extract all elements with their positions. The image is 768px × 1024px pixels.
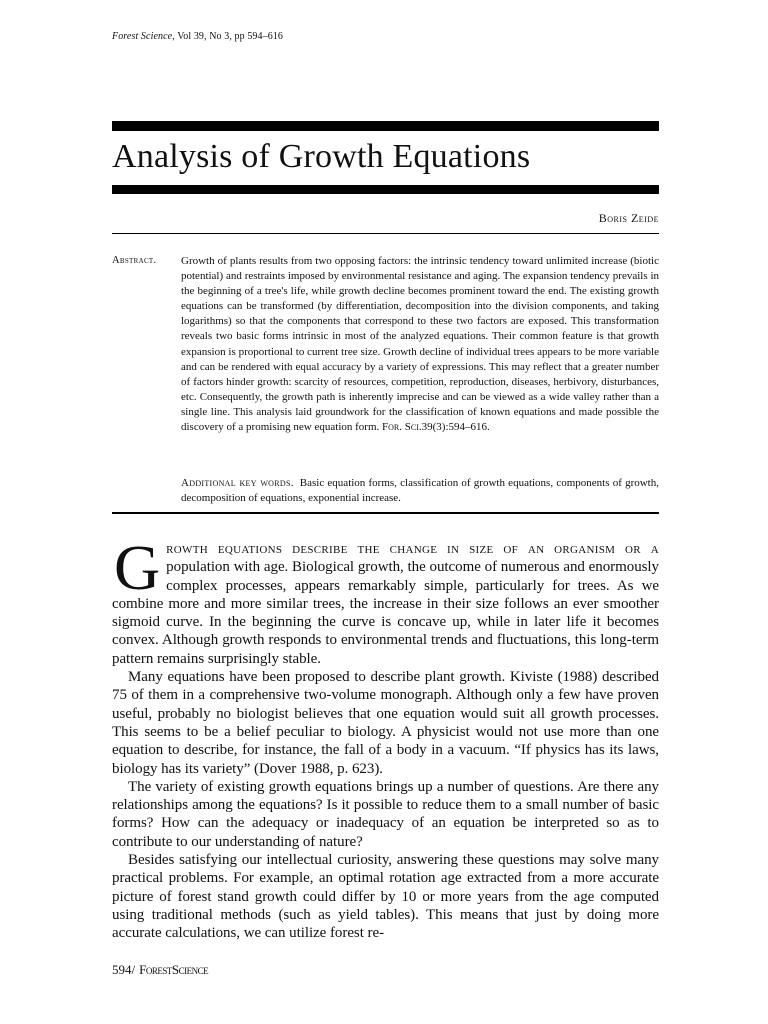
body-paragraph-2: Many equations have been proposed to describe plant growth. Kiviste (1988) described 75 of them in a comprehensive two-volume monograph. Although only a few have proven useful, probably no biologist believes that one equation would suit all growth processes. This seems to be a belief peculiar to biology. A physicist would not use more than one equation to describe, for instance, the fall of a body in a vacuum. “If physics has its laws, biology has its variety” (Dover 1988, p. 623).	[112, 669, 659, 777]
keywords-text: Basic equation forms, classification of growth equations, components of growth, decomposition of equations, exponential increase.	[181, 477, 659, 505]
paragraph-1-rest: population with age. Biological growth, the outcome of numerous and enormously complex processes, appears remarkably simple, particularly for trees. As we combine more and more similar trees, the increase in their size follows an ever smoother sigmoid curve. In the beginning the curve is concave up, while in later life it becomes convex. Although growth responds to environmental trends and fluctuations, this long-term pattern remains surprisingly stable.	[112, 559, 659, 667]
volume-issue-pages: Vol 39, No 3, pp 594–616	[177, 31, 284, 42]
keywords-label: Additional key words.	[181, 477, 294, 489]
page-footer	[112, 962, 208, 978]
body-text	[112, 532, 659, 943]
page-number: 594/	[112, 962, 136, 977]
journal-logo: ForestScience	[139, 962, 209, 977]
citation-volume: 39(3):594–616.	[421, 421, 490, 434]
title-bottom-rule	[112, 185, 659, 194]
body-paragraph-1	[112, 532, 659, 668]
abstract-bottom-rule	[112, 512, 659, 514]
abstract-citation	[382, 421, 490, 433]
drop-cap: G	[114, 532, 161, 603]
body-paragraph-3: The variety of existing growth equations brings up a number of questions. Are there any relationships among the equations? Is it possible to reduce them to a small number of basic forms? How can the adequacy or inadequacy of an equation be interpreted so as to contribute to our understanding of nature?	[112, 778, 659, 850]
author-name: Boris Zeide	[598, 211, 659, 225]
journal-citation-header	[112, 31, 283, 42]
article-title: Analysis of Growth Equations	[112, 138, 531, 175]
body-paragraph-4: Besides satisfying our intellectual curiosity, answering these questions may solve many practical problems. For example, an optimal rotation age extracted from a more accurate picture of forest stand growth could differ by 10 or more years from the age computed using traditional methods (such as yield tables). This means that just by doing more accurate calculations, we can utilize forest re-	[112, 852, 659, 942]
abstract-body-text: Growth of plants results from two opposing factors: the intrinsic tendency toward unlimited increase (biotic potential) and restraints imposed by environmental resistance and aging. The expansion tendency prevails in the beginning of a tree's life, while growth decline becomes prominent toward the end. The existing growth equations can be transformed (by differentiation, decomposition into the division components, and taking logarithms) so that the components that correspond to these two factors are exposed. This transformation reveals two basic forms intrinsic in most of the analyzed equations. Their common feature is that growth expansion is proportional to current tree size. Growth decline of individual trees appears to be more variable and can be rendered with equal accuracy by a variety of expressions. This may reflect that a greater number of factors hinder growth: scarcity of resources, competition, reproduction, diseases, herbivory, disturbances, etc. Consequently, the growth path is inherently imprecise and can be viewed as a wide valley rather than a single line. This analysis laid groundwork for the classification of known equations and made possible the discovery of a promising new equation form.	[181, 255, 659, 434]
citation-for: For.	[382, 421, 402, 434]
lead-in-caps: rowth equations describe the change in size of an organism or a	[166, 541, 659, 557]
abstract-label: Abstract.	[112, 255, 157, 266]
title-top-rule	[112, 121, 659, 131]
keywords-block	[181, 476, 659, 506]
citation-sci: Sci.	[404, 421, 422, 434]
author-rule	[112, 233, 659, 234]
abstract-text	[181, 254, 659, 435]
journal-name: Forest Science,	[112, 31, 175, 42]
